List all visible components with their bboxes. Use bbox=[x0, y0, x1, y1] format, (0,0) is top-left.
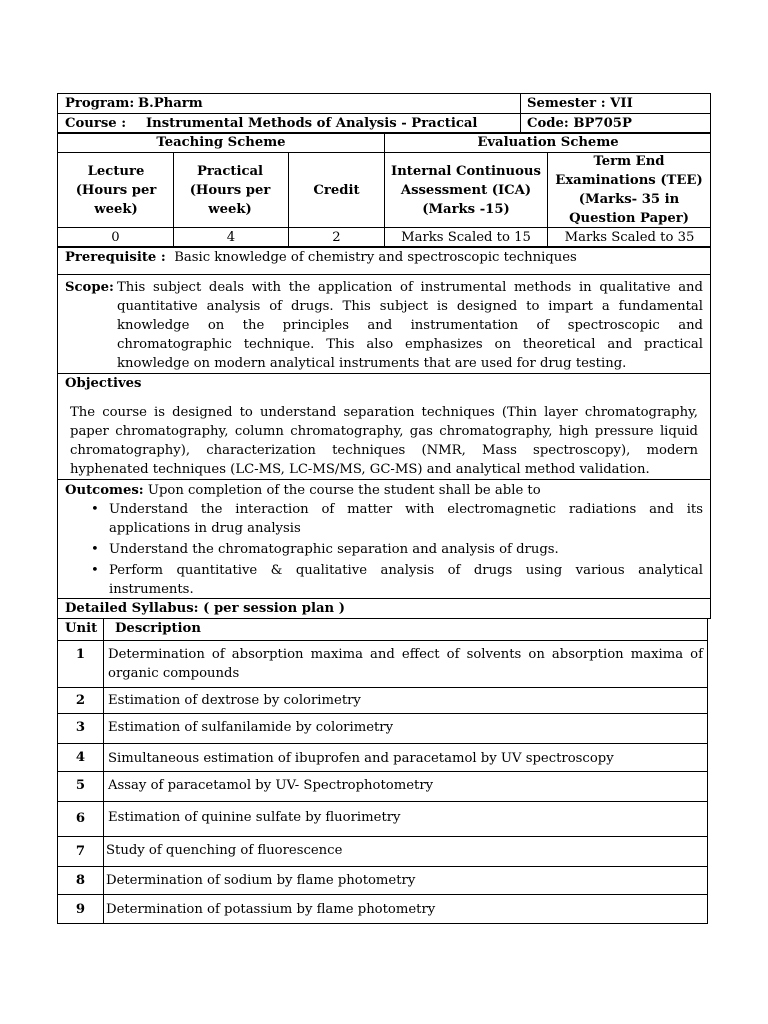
table-row-unit: 3 bbox=[75, 719, 86, 735]
table-row-divider bbox=[57, 866, 708, 867]
table-row-description: Determination of potassium by flame photometry bbox=[106, 902, 436, 917]
syllabus-title: Detailed Syllabus: ( per session plan ) bbox=[65, 601, 345, 616]
table-row-unit: 5 bbox=[75, 777, 86, 793]
table-row-description: Determination of absorption maxima and effect of solvents on absorption maxima of organic compounds bbox=[108, 647, 703, 681]
syllabus-col-unit: Unit bbox=[65, 621, 98, 636]
table-row-description: Study of quenching of fluorescence bbox=[106, 843, 343, 858]
scheme-col-credit: Credit bbox=[313, 182, 360, 198]
table-row-unit: 1 bbox=[75, 646, 86, 662]
table-row-description: Simultaneous estimation of ibuprofen and paracetamol by UV spectroscopy bbox=[108, 751, 614, 766]
outcomes-intro-text: Upon completion of the course the student shall be able to bbox=[147, 483, 541, 498]
prerequisite-divider bbox=[57, 274, 711, 275]
course-code: Code: BP705P bbox=[527, 116, 632, 131]
course-label: Course : bbox=[65, 116, 127, 131]
outcomes-list bbox=[65, 500, 703, 601]
prerequisite-text: Basic knowledge of chemistry and spectroscopic techniques bbox=[174, 250, 577, 265]
scheme-value-practical: 4 bbox=[226, 230, 236, 245]
program-label: Program: bbox=[65, 96, 135, 111]
table-row-description: Determination of sodium by flame photometry bbox=[106, 873, 416, 888]
outcome-text: Perform quantitative & qualitative analysis of drugs using various analytical instruments. bbox=[109, 563, 703, 597]
syllabus-col-description: Description bbox=[115, 621, 201, 636]
table-row-divider bbox=[57, 894, 708, 895]
table-row-divider bbox=[57, 836, 708, 837]
scheme-value-ica: Marks Scaled to 15 bbox=[401, 230, 531, 245]
table-row-divider bbox=[57, 801, 708, 802]
table-row-unit: 9 bbox=[75, 901, 86, 917]
list-item: • Perform quantitative & qualitative analysis of drugs using various analytical instruments. bbox=[91, 563, 703, 597]
list-item: • Understand the chromatographic separation and analysis of drugs. bbox=[91, 542, 559, 557]
scheme-col-ica: Internal Continuous Assessment (ICA) (Marks -15) bbox=[391, 163, 541, 217]
scheme-value-credit: 2 bbox=[332, 230, 341, 245]
table-row-unit: 8 bbox=[75, 873, 86, 888]
outcomes-intro bbox=[65, 481, 705, 500]
scheme-value-lecture: 0 bbox=[111, 230, 120, 245]
evaluation-scheme-title: Evaluation Scheme bbox=[477, 135, 619, 150]
semester-label: Semester : VII bbox=[527, 96, 633, 111]
table-row-description: Estimation of sulfanilamide by colorimetry bbox=[108, 720, 394, 735]
teaching-scheme-title: Teaching Scheme bbox=[156, 135, 286, 150]
scope-divider bbox=[57, 373, 711, 374]
prerequisite-label: Prerequisite : bbox=[65, 250, 166, 265]
scheme-value-tee: Marks Scaled to 35 bbox=[564, 230, 695, 245]
objectives-title: Objectives bbox=[65, 376, 142, 391]
table-row-description: Estimation of quinine sulfate by fluorimetry bbox=[108, 810, 401, 825]
table-row-unit: 7 bbox=[75, 844, 86, 859]
scheme-col-tee: Term End Examinations (TEE) (Marks- 35 in Question Paper) bbox=[555, 154, 703, 226]
scheme-col-lecture: Lecture (Hours per week) bbox=[75, 163, 157, 217]
table-row-divider bbox=[57, 771, 708, 772]
outcomes-label: Outcomes: bbox=[65, 483, 144, 498]
program-value: B.Pharm bbox=[138, 96, 203, 111]
table-row-divider bbox=[57, 713, 708, 714]
scope-label: Scope: bbox=[65, 280, 114, 295]
table-row-divider bbox=[57, 687, 708, 688]
table-row-description: Assay of paracetamol by UV- Spectrophotometry bbox=[108, 778, 434, 793]
scheme-col-practical: Practical (Hours per week) bbox=[189, 163, 271, 217]
objectives-divider bbox=[57, 479, 711, 480]
outcome-text: Understand the interaction of matter with electromagnetic radiations and its applications in drug analysis bbox=[109, 502, 703, 536]
header-col-divider bbox=[520, 93, 521, 133]
course-title: Instrumental Methods of Analysis - Practical bbox=[146, 116, 478, 131]
table-row-unit: 2 bbox=[75, 693, 86, 708]
table-row-divider bbox=[57, 743, 708, 744]
table-row-description: Estimation of dextrose by colorimetry bbox=[108, 693, 361, 708]
scope-text: This subject deals with the application of instrumental methods in qualitative and quantitative analysis of drugs. This subject is designed to impart a fundamental knowledge on the principles and instrumentation of spectroscopic and chromatographic technique. This also emphasizes on theoretical and practical knowledge on modern analytical instruments that are used for drug testing. bbox=[117, 280, 703, 371]
objectives-text: The course is designed to understand separation techniques (Thin layer chromatography, paper chromatography, column chromatography, gas chromatography, high pressure liquid chromatography), characterization techniques (NMR, Mass spectroscopy), modern hyphenated techniques (LC-MS, LC-MS/MS, GC-MS) and analytical method validation. bbox=[70, 405, 698, 477]
table-row-unit: 6 bbox=[75, 811, 86, 826]
outcome-text: Understand the chromatographic separation and analysis of drugs. bbox=[109, 542, 559, 557]
table-row-unit: 4 bbox=[75, 750, 86, 765]
list-item: • Understand the interaction of matter with electromagnetic radiations and its applications in drug analysis bbox=[91, 502, 703, 536]
prerequisite bbox=[65, 248, 705, 267]
table-row-divider bbox=[57, 640, 708, 641]
